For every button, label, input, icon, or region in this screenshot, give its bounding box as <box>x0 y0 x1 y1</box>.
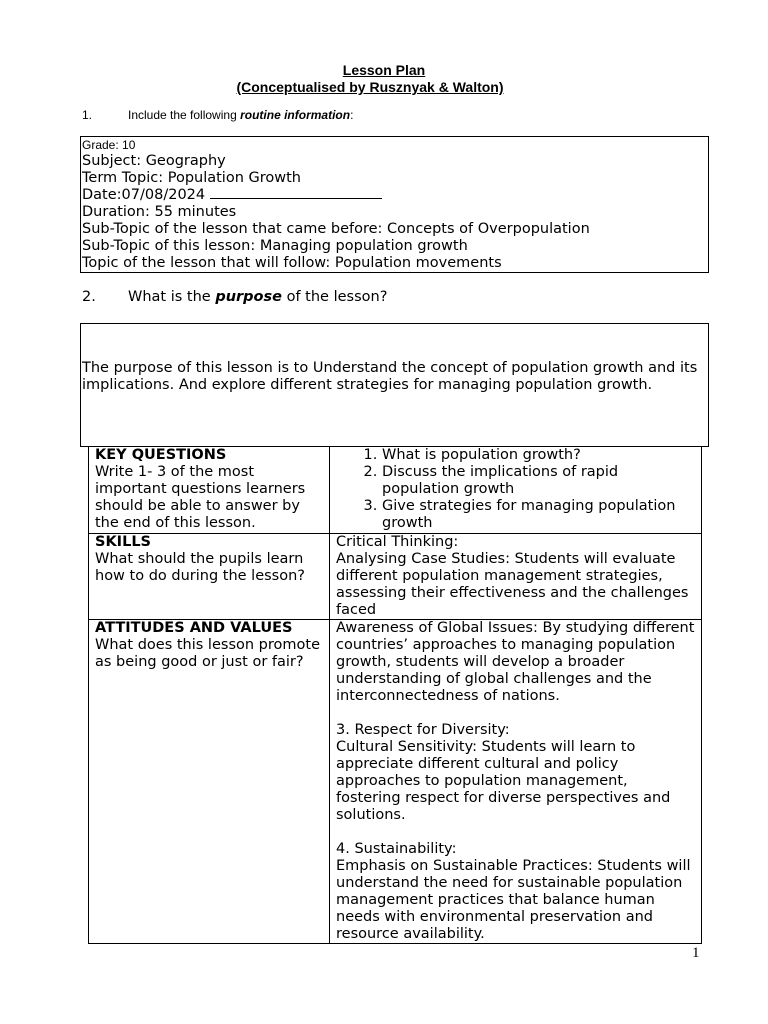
table-row-key-questions <box>89 447 702 534</box>
section-2-text: What is the <box>128 289 216 305</box>
section-2-rest: of the lesson? <box>281 289 388 305</box>
key-questions-prompt: Write 1- 3 of the most important questions learners should be able to answer by the end of this lesson. <box>95 464 306 531</box>
attitudes-label-cell <box>89 620 330 944</box>
spacer <box>336 824 695 841</box>
spacer <box>336 705 695 722</box>
attitudes-paragraph-3-title: 4. Sustainability: <box>336 841 457 857</box>
routine-info-box <box>80 136 709 273</box>
key-questions-heading: KEY QUESTIONS <box>95 447 227 463</box>
topic-next-line: Topic of the lesson that will follow: Population movements <box>82 255 502 271</box>
attitudes-answer-cell <box>330 620 702 944</box>
section-1-heading <box>82 108 353 122</box>
attitudes-paragraph-2-title: 3. Respect for Diversity: <box>336 722 510 738</box>
section-1-number: 1. <box>82 108 93 122</box>
attitudes-prompt: What does this lesson promote as being good or just or fair? <box>95 637 320 670</box>
skills-line-2: Analysing Case Studies: Students will evaluate different population management strategies, assessing their effectiveness and the challenges faced <box>336 551 689 618</box>
attitudes-paragraph-1: Awareness of Global Issues: By studying different countries’ approaches to managing population growth, students will develop a broader understanding of global challenges and the interconnectedness of nations. <box>336 620 695 704</box>
section-1-text: Include the following <box>128 108 241 122</box>
attitudes-paragraph-3-body: Emphasis on Sustainable Practices: Students will understand the need for sustainable population management practices that balance human needs with environmental preservation and resource availability. <box>336 858 691 942</box>
list-item: 3. Give strategies for managing population growth <box>382 498 695 532</box>
section-1-colon: : <box>350 108 354 122</box>
key-questions-list <box>336 447 695 532</box>
page-title: Lesson Plan <box>342 62 426 78</box>
skills-answer-cell <box>330 534 702 620</box>
skills-prompt: What should the pupils learn how to do during the lesson? <box>95 551 305 584</box>
key-questions-label-cell <box>89 447 330 534</box>
subtopic-before-line: Sub-Topic of the lesson that came before: Concepts of Overpopulation <box>82 221 590 237</box>
section-1-emphasis: routine information <box>240 108 351 122</box>
duration-line: Duration: 55 minutes <box>82 204 237 220</box>
list-item: 1. What is population growth? <box>382 447 695 464</box>
section-2-number: 2. <box>82 289 96 305</box>
table-row-skills <box>89 534 702 620</box>
page-number: 1 <box>692 945 700 961</box>
term-topic-line: Term Topic: Population Growth <box>82 170 301 186</box>
table-row-attitudes <box>89 620 702 944</box>
date-underline <box>210 187 382 199</box>
attitudes-heading: ATTITUDES AND VALUES <box>95 620 293 636</box>
subject-line: Subject: Geography <box>82 153 226 169</box>
lesson-table <box>88 446 702 944</box>
purpose-text: The purpose of this lesson is to Understand the concept of population growth and its implications. And explore different strategies for managing population growth. <box>82 360 698 393</box>
skills-label-cell <box>89 534 330 620</box>
attitudes-paragraph-2-body: Cultural Sensitivity: Students will learn to appreciate different cultural and policy approaches to population management, fostering respect for diverse perspectives and solutions. <box>336 739 671 823</box>
subtopic-this-line: Sub-Topic of this lesson: Managing population growth <box>82 238 468 254</box>
date-value: Date:07/08/2024 <box>82 187 206 203</box>
page-subtitle: (Conceptualised by Rusznyak & Walton) <box>236 79 504 95</box>
skills-heading: SKILLS <box>95 534 151 550</box>
purpose-box <box>80 323 709 447</box>
list-item: 2. Discuss the implications of rapid population growth <box>382 464 695 498</box>
date-line <box>82 187 708 204</box>
key-questions-answer-cell <box>330 447 702 534</box>
skills-line-1: Critical Thinking: <box>336 534 459 550</box>
grade-line: Grade: 10 <box>82 138 136 152</box>
section-2-emphasis: purpose <box>215 289 282 305</box>
section-2-heading <box>82 289 387 306</box>
